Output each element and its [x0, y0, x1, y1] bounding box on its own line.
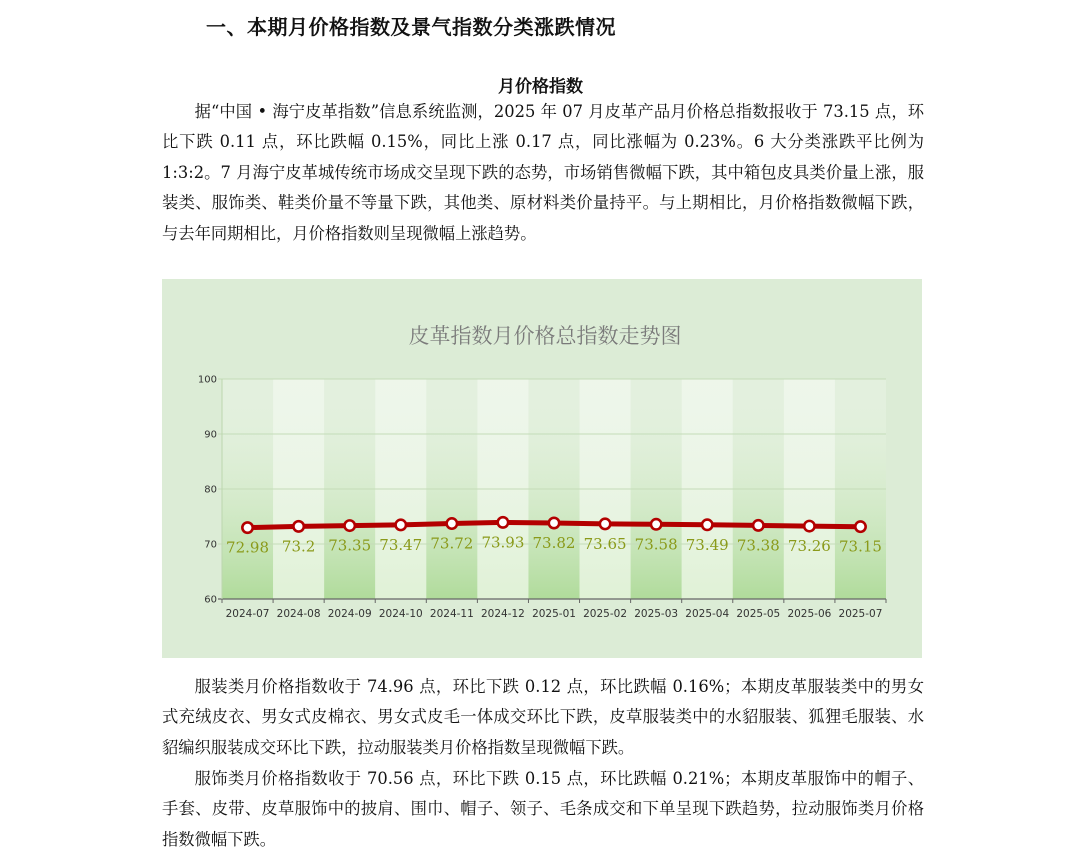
data-point: [293, 521, 303, 531]
data-point: [651, 519, 661, 529]
chart-canvas: [162, 279, 922, 658]
x-tick-label: 2024-10: [378, 608, 423, 620]
x-tick-label: 2024-09: [327, 608, 372, 620]
x-tick-label: 2025-07: [838, 608, 883, 620]
data-label: 73.2: [281, 537, 316, 556]
data-label: 73.47: [379, 535, 423, 554]
data-point: [447, 518, 457, 528]
data-label: 73.49: [685, 535, 729, 554]
data-point: [804, 521, 814, 531]
data-label: 73.65: [583, 534, 627, 553]
y-tick-label: 70: [204, 539, 217, 551]
y-tick-label: 90: [204, 429, 217, 441]
data-point: [344, 520, 354, 530]
data-label: 73.72: [430, 534, 474, 553]
x-tick-label: 2025-06: [787, 608, 832, 620]
intro-paragraph: 据“中国 • 海宁皮革指数”信息系统监测，2025 年 07 月皮革产品月价格总指数报收于 73.15 点，环比下跌 0.11 点，环比跌幅 0.15%，同比上涨 0.17 点，同比涨幅为 0.23%。6 大分类涨跌平比例为 1:3:2。7 月海宁皮革城传统市场成交呈现下跌的态势，市场销售微幅下跌，其中箱包皮具类价量上涨，服装类、服饰类、鞋类价量不等量下跌，其他类、原材料类价量持平。与上期相比，月价格指数微幅下跌，与去年同期相比，月价格指数则呈现微幅上涨趋势。: [162, 102, 924, 243]
data-point: [855, 521, 865, 531]
data-point: [702, 520, 712, 530]
data-point: [753, 520, 763, 530]
x-tick-label: 2025-04: [685, 608, 730, 620]
chart-title: 皮革指数月价格总指数走势图: [408, 324, 682, 348]
x-tick-label: 2025-05: [736, 608, 781, 620]
data-label: 73.15: [838, 537, 882, 556]
data-label: 73.38: [736, 536, 780, 555]
x-tick-label: 2024-11: [429, 608, 474, 620]
data-point: [549, 518, 559, 528]
data-label: 73.58: [634, 535, 678, 554]
data-label: 73.82: [532, 533, 576, 552]
data-point: [242, 522, 252, 532]
data-label: 73.35: [328, 536, 372, 555]
y-tick-label: 60: [204, 594, 217, 606]
data-point: [600, 519, 610, 529]
y-tick-label: 100: [197, 374, 217, 386]
data-label: 73.93: [481, 533, 525, 552]
accessories-paragraph: 服饰类月价格指数收于 70.56 点，环比下跌 0.15 点，环比跌幅 0.21%；本期皮革服饰中的帽子、手套、皮带、皮草服饰中的披肩、围巾、帽子、领子、毛条成交和下单呈现下跌趋势，拉动服饰类月价格指数微幅下跌。: [162, 769, 924, 849]
clothing-paragraph: 服装类月价格指数收于 74.96 点，环比下跌 0.12 点，环比跌幅 0.16%；本期皮革服装类中的男女式充绒皮衣、男女式皮棉衣、男女式皮毛一体成交环比下跌，皮草服装类中的水貂服装、狐狸毛服装、水貂编织服装成交环比下跌，拉动服装类月价格指数呈现微幅下跌。: [162, 677, 924, 757]
chart-section-title: 月价格指数: [498, 77, 583, 97]
data-point: [396, 520, 406, 530]
data-label: 73.26: [787, 537, 831, 556]
x-tick-label: 2025-03: [634, 608, 679, 620]
x-tick-label: 2024-07: [225, 608, 270, 620]
x-tick-label: 2025-02: [583, 608, 628, 620]
section-heading: 一、本期月价格指数及景气指数分类涨跌情况: [206, 15, 616, 39]
x-tick-label: 2024-08: [276, 608, 321, 620]
price-index-chart: [162, 279, 922, 658]
x-tick-label: 2024-12: [480, 608, 525, 620]
x-tick-label: 2025-01: [532, 608, 576, 620]
data-point: [498, 517, 508, 527]
data-label: 72.98: [226, 538, 270, 557]
y-tick-label: 80: [204, 484, 217, 496]
